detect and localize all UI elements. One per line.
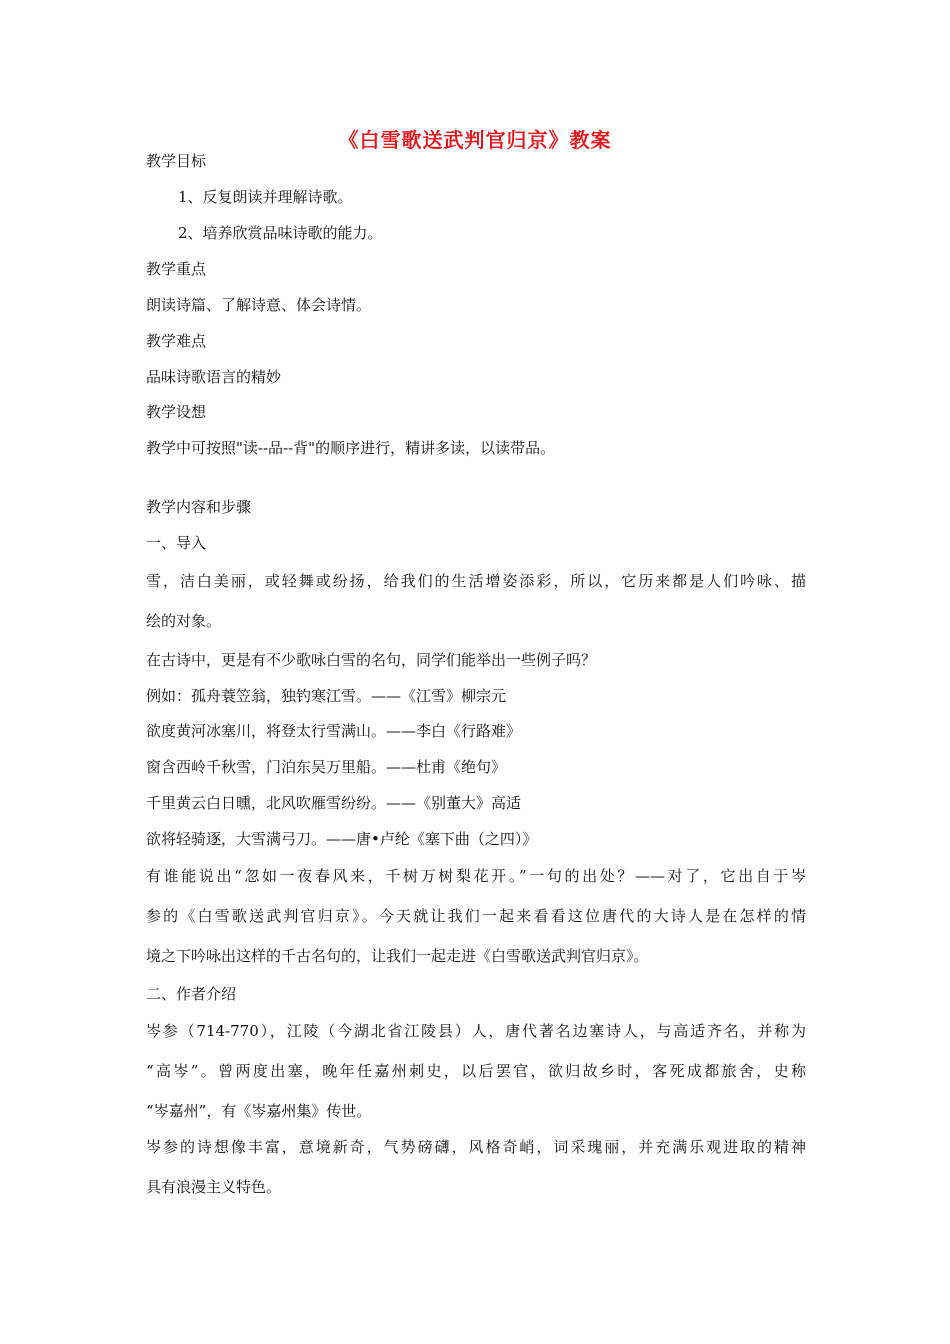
author-paragraph-line-1: 岑参（714-770），江陵（今湖北省江陵县）人，唐代著名边塞诗人，与高适齐名，并称为 (146, 1022, 806, 1040)
section-introduction: 一、导入 (146, 534, 207, 552)
heading-content-steps: 教学内容和步骤 (146, 498, 252, 516)
heading-teaching-plan: 教学设想 (146, 403, 207, 421)
example-line-1: 例如：孤舟蓑笠翁，独钓寒江雪。——《江雪》柳宗元 (146, 687, 507, 705)
intro-paragraph-line-1: 雪，洁白美丽，或轻舞或纷扬，给我们的生活增姿添彩，所以，它历来都是人们吟咏、描 (146, 572, 806, 590)
goal-item-2: 2、培养欣赏品味诗歌的能力。 (178, 224, 383, 242)
example-line-4: 千里黄云白日曛，北风吹雁雪纷纷。——《别董大》高适 (146, 794, 522, 812)
quote-paragraph-line-1: 有谁能说出“忽如一夜春风来，千树万树梨花开。”一句的出处？——对了，它出自于岑 (146, 867, 806, 885)
document-title: 《白雪歌送武判官归京》教案 (338, 128, 612, 152)
intro-paragraph-line-2: 绘的对象。 (146, 612, 222, 630)
example-line-2: 欲度黄河冰塞川，将登太行雪满山。——李白《行路难》 (146, 722, 522, 740)
example-line-3: 窗含西岭千秋雪，门泊东吴万里船。——杜甫《绝句》 (146, 758, 507, 776)
intro-question: 在古诗中，更是有不少歌咏白雪的名句，同学们能举出一些例子吗？ (146, 651, 597, 669)
example-line-5: 欲将轻骑逐，大雪满弓刀。——唐•卢纶《塞下曲（之四）》 (146, 830, 538, 848)
difficulties-text: 品味诗歌语言的精妙 (146, 368, 282, 386)
heading-key-points: 教学重点 (146, 260, 207, 278)
author-paragraph-line-2: “高岑”。曾两度出塞，晚年任嘉州刺史，以后罢官，欲归故乡时，客死成都旅舍，史称 (146, 1062, 806, 1080)
section-author-intro: 二、作者介绍 (146, 985, 237, 1003)
key-points-text: 朗读诗篇、了解诗意、体会诗情。 (146, 296, 372, 314)
goal-item-1: 1、反复朗读并理解诗歌。 (178, 188, 353, 206)
author-paragraph-line-3: “岑嘉州”，有《岑嘉州集》传世。 (146, 1102, 372, 1120)
style-paragraph-line-2: 具有浪漫主义特色。 (146, 1178, 282, 1196)
style-paragraph-line-1: 岑参的诗想像丰富，意境新奇，气势磅礴，风格奇峭，词采瑰丽，并充满乐观进取的精神 (146, 1138, 806, 1156)
quote-paragraph-line-2: 参的《白雪歌送武判官归京》。今天就让我们一起来看看这位唐代的大诗人是在怎样的情 (146, 907, 806, 925)
teaching-plan-text: 教学中可按照"读--品--背"的顺序进行，精讲多读，以读带品。 (146, 439, 556, 457)
heading-teaching-goals: 教学目标 (146, 152, 207, 170)
heading-difficulties: 教学难点 (146, 332, 207, 350)
quote-paragraph-line-3: 境之下吟咏出这样的千古名句的，让我们一起走进《白雪歌送武判官归京》。 (146, 947, 649, 965)
